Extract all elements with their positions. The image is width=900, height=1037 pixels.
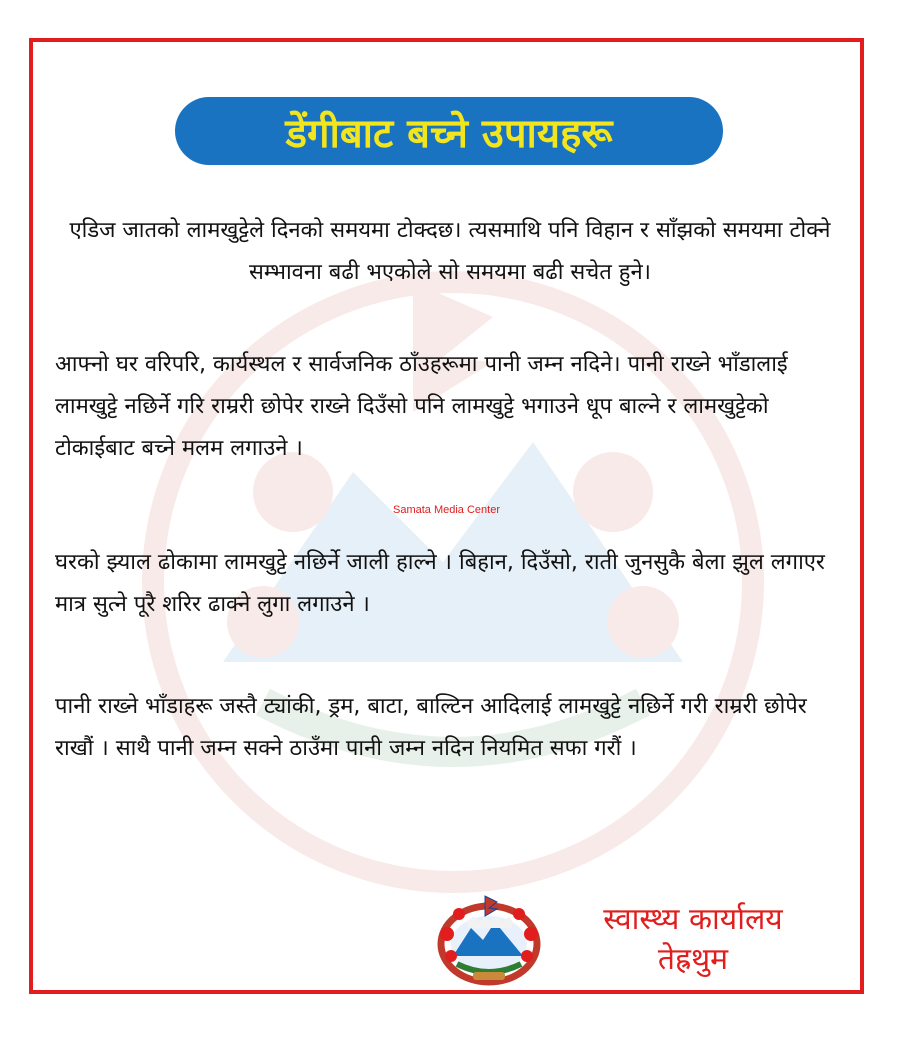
paragraph-1: एडिज जातको लामखुट्टेले दिनको समयमा टोक्दछ। त्यसमाथि पनि विहान र साँझको समयमा टोक्ने सम्भावना बढी भएकोले सो समयमा बढी सचेत हुने। [69,218,831,285]
office-name [563,900,823,980]
office-name-line1: स्वास्थ्य कार्यालय [603,902,783,937]
notice-frame [29,38,864,994]
paragraph-2: आफ्नो घर वरिपरि, कार्यस्थल र सार्वजनिक ठाँउहरूमा पानी जम्न नदिने। पानी राख्ने भाँडालाई लामखुट्टे नछिर्ने गरि राम्ररी छोपेर राख्ने दिउँसो पनि लामखुट्टे भगाउने धूप बाल्ने र लामखुट्टेको टोकाईबाट बच्ने मलम लगाउने । [55,352,788,461]
office-name-line2: तेह्रथुम [657,942,729,977]
government-emblem [433,894,545,986]
paragraph-4: पानी राख्ने भाँडाहरू जस्तै ट्यांकी, ड्रम, बाटा, बाल्टिन आदिलाई लामखुट्टे नछिर्ने गरी राम्ररी छोपेर राखौं । साथै पानी जम्न सक्ने ठाउँमा पानी जम्न नदिन नियमित सफा गरौं । [55,694,807,761]
media-credit: Samata Media Center [393,504,500,516]
title-banner [175,97,723,165]
page-title: डेंगीबाट बच्ने उपायहरू [285,110,613,157]
paragraph-3: घरको झ्याल ढोकामा लामखुट्टे नछिर्ने जाली हाल्ने । बिहान, दिउँसो, राती जुनसुकै बेला झुल लगाएर मात्र सुत्ने पूरै शरिर ढाक्ने लुगा लगाउने । [55,550,825,617]
